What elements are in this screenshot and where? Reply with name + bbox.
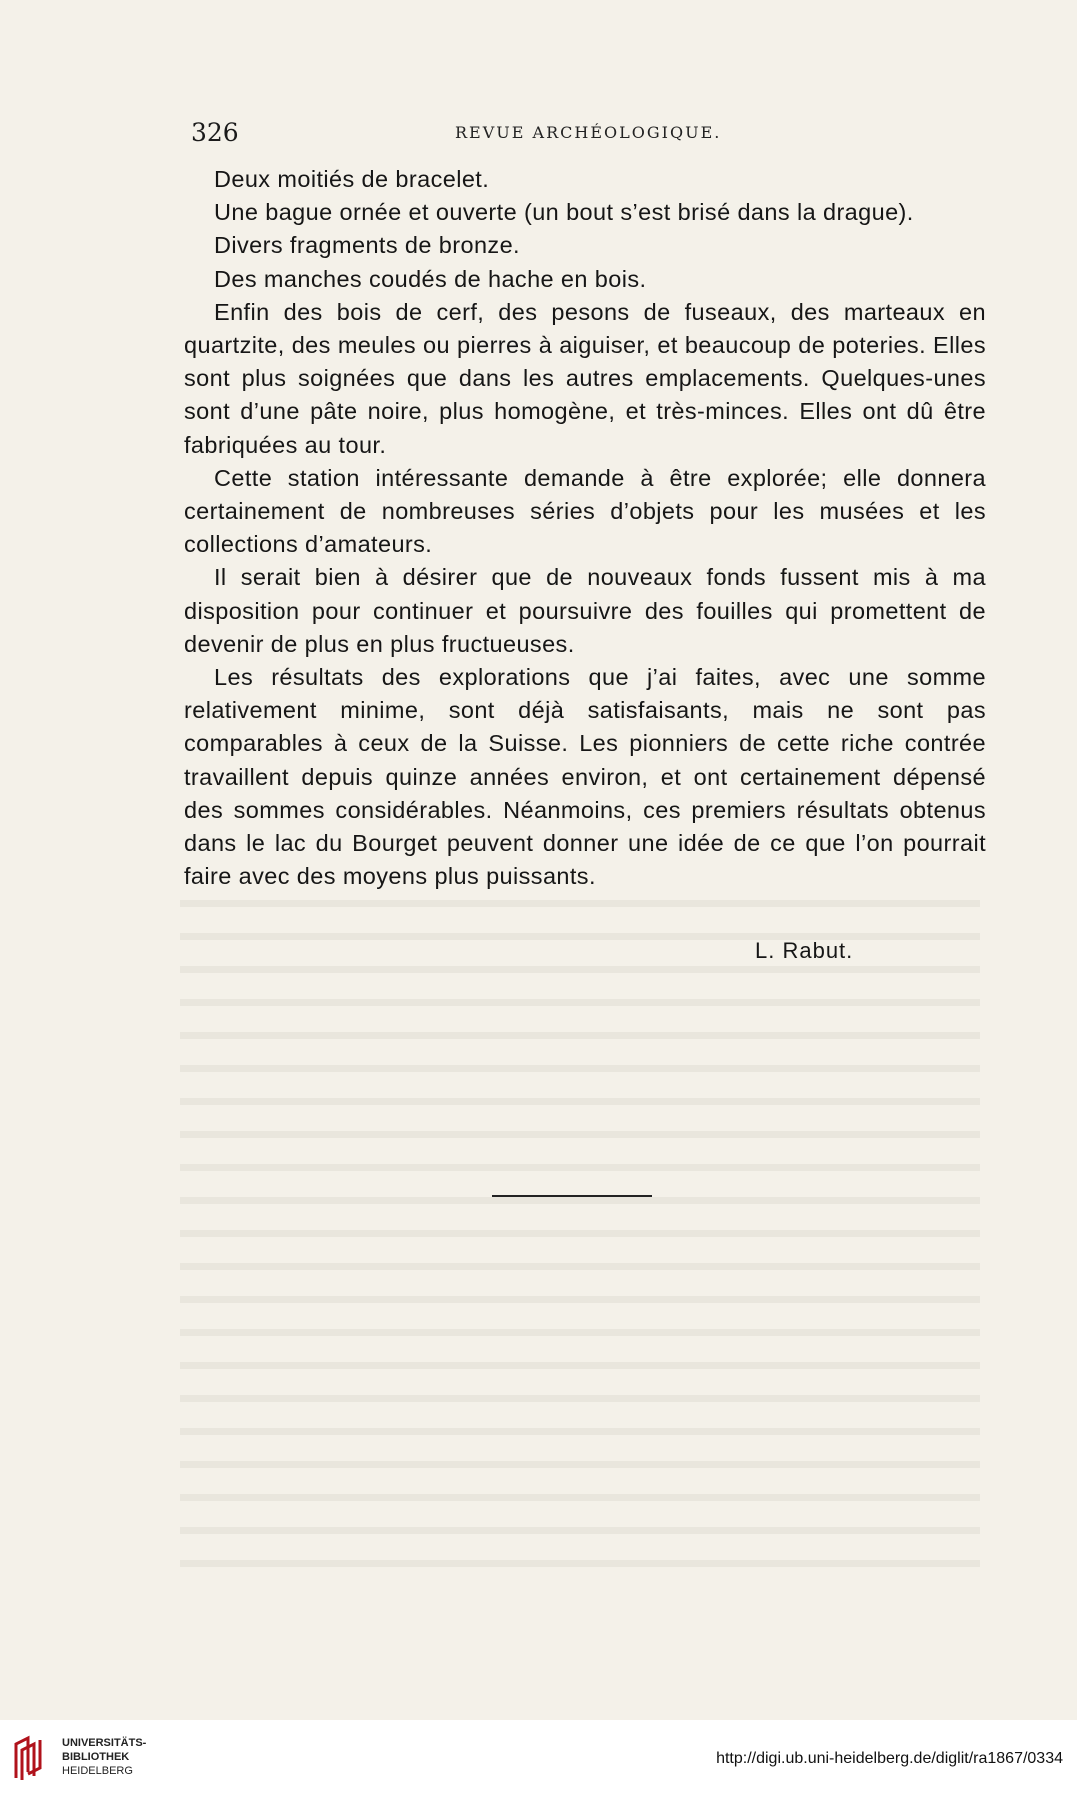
footer <box>0 1720 1077 1799</box>
paragraph: Enfin des bois de cerf, des pesons de fuseaux, des marteaux en quartzite, des meules ou pierres à aiguiser, et beaucoup de poteries. Elles sont plus soignées que dans les autres emplacements. Quelques-unes sont d’une pâte noire, plus homogène, et très-minces. Elles ont dû être fabriquées au tour. <box>184 298 986 458</box>
library-name-line: HEIDELBERG <box>62 1765 133 1777</box>
author-signature: L. Rabut. <box>755 938 854 963</box>
journal-title: REVUE ARCHÉOLOGIQUE. <box>455 123 722 142</box>
library-name-line: BIBLIOTHEK <box>62 1751 130 1763</box>
page-number: 326 <box>191 118 239 147</box>
library-name-line: UNIVERSITÄTS- <box>62 1737 147 1749</box>
list-item: Des manches coudés de hache en bois. <box>214 265 647 292</box>
library-logo-icon <box>12 1734 54 1782</box>
list-item: Une bague ornée et ouverte (un bout s’est brisé dans la drague). <box>214 199 914 226</box>
article-body <box>184 163 986 893</box>
running-head <box>185 118 985 150</box>
list-item: Deux moitiés de bracelet. <box>214 166 490 192</box>
library-name <box>62 1736 146 1778</box>
bleed-through-texture <box>180 880 980 1580</box>
list-item: Divers fragments de bronze. <box>214 232 520 259</box>
section-divider <box>492 1195 652 1197</box>
source-url-link[interactable]: http://digi.ub.uni-heidelberg.de/diglit/ra1867/0334 <box>716 1750 1063 1767</box>
paragraph: Il serait bien à désirer que de nouveaux fonds fussent mis à ma disposition pour continuer et poursuivre des fouilles qui promettent de devenir de plus en plus fructueuses. <box>184 564 986 657</box>
paragraph: Les résultats des explorations que j’ai faites, avec une somme relativement minime, sont déjà satisfaisants, mais ne sont pas comparables à ceux de la Suisse. Les pionniers de cette riche contrée travaillent depuis quinze années environ, et ont certainement dépensé des sommes considérables. Néanmoins, ces premiers résultats obtenus dans le lac du Bourget peuvent donner une idée de ce que l’on pourrait faire avec des moyens plus puissants. <box>184 664 986 890</box>
paragraph: Cette station intéressante demande à être explorée; elle donnera certainement de nombreuses séries d’objets pour les musées et les collections d’amateurs. <box>184 464 986 558</box>
